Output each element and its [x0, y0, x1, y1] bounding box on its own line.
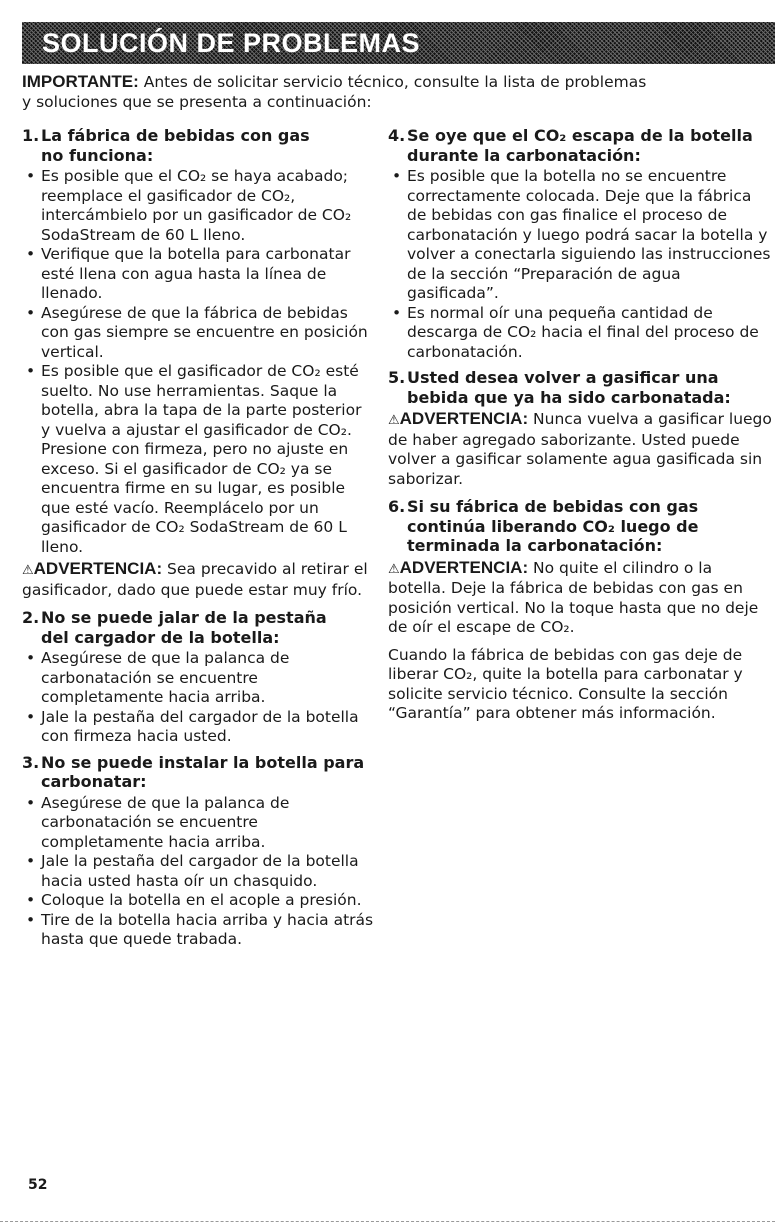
section-1-title-line2: no funciona: — [41, 145, 154, 165]
section-6-paragraph: Cuando la fábrica de bebidas con gas deje de liberar CO₂, quite la botella para carbonatar y solicite servicio técnico. Consulte la sección “Garantía” para obtener más información. — [388, 645, 743, 722]
section-6-title-line3: terminada la carbonatación: — [407, 536, 663, 555]
section-2-title-line1: No se puede jalar de la pestaña — [41, 608, 327, 627]
right-column — [388, 126, 773, 730]
warning-triangle-icon: ⚠ — [388, 561, 400, 577]
list-item: • Jale la pestaña del cargador de la botella con firmeza hacia usted. — [22, 708, 374, 747]
intro-text-line2: y soluciones que se presenta a continuación: — [22, 92, 372, 111]
section-1-title — [22, 126, 374, 165]
section-3-list — [22, 794, 374, 950]
section-1-list — [22, 167, 374, 557]
section-4-title — [388, 126, 773, 165]
section-1-title-line1: La fábrica de bebidas con gas — [41, 126, 310, 145]
warning-text: Nunca vuelva a gasificar luego de haber agregado saborizante. Usted puede volver a gasificar solamente agua gasificada sin saborizar. — [388, 410, 772, 488]
section-3-number: 3. — [22, 752, 40, 772]
section-4-title-line2: durante la carbonatación: — [407, 145, 641, 165]
section-2-title-line2: del cargador de la botella: — [41, 627, 280, 647]
bottom-rule — [0, 1221, 775, 1222]
section-1-number: 1. — [22, 126, 40, 145]
section-5-number: 5. — [388, 368, 406, 387]
section-3-title-line1: No se puede instalar la botella para — [41, 752, 365, 772]
section-5-warning — [388, 409, 773, 489]
warning-label: ADVERTENCIA: — [399, 409, 529, 428]
warning-text: No quite el cilindro o la botella. Deje la fábrica de bebidas con gas en posición vertical. No la toque hasta que no deje de oír el escape de CO₂. — [388, 558, 759, 636]
list-item: • Asegúrese de que la fábrica de bebidas con gas siempre se encuentre en posición vertical. — [22, 304, 374, 363]
list-item: • Asegúrese de que la palanca de carbonatación se encuentre completamente hacia arriba. — [22, 794, 374, 853]
list-item: • Es normal oír una pequeña cantidad de descarga de CO₂ hacia el final del proceso de carbonatación. — [388, 304, 773, 363]
intro-label: IMPORTANTE: — [22, 72, 139, 91]
section-4-number: 4. — [388, 126, 406, 145]
section-6-warning — [388, 558, 773, 638]
list-item: • Es posible que el CO₂ se haya acabado; reemplace el gasificador de CO₂, intercámbielo por un gasificador de CO₂ SodaStream de 60 L lleno. — [22, 167, 374, 245]
list-item: • Jale la pestaña del cargador de la botella hacia usted hasta oír un chasquido. — [22, 852, 374, 891]
section-3 — [22, 753, 374, 950]
section-4 — [388, 126, 773, 362]
list-item: • Verifique que la botella para carbonatar esté llena con agua hasta la línea de llenado. — [22, 245, 374, 304]
section-5-title-line2: bebida que ya ha sido carbonatada: — [407, 387, 731, 407]
section-6 — [388, 497, 773, 724]
section-1-warning — [22, 559, 374, 600]
section-6-number: 6. — [388, 497, 406, 516]
page-number: 52 — [28, 1177, 48, 1193]
section-2-list — [22, 649, 374, 747]
section-6-title-line1: Si su fábrica de bebidas con gas — [407, 497, 699, 516]
list-item: • Es posible que la botella no se encuentre correctamente colocada. Deje que la fábrica de bebidas con gas finalice el proceso de carbonatación y luego podrá sacar la botella y volver a conectarla siguiendo las instrucciones de la sección “Preparación de agua gasificada”. — [388, 167, 773, 304]
intro-text-line1: Antes de solicitar servicio técnico, consulte la lista de problemas — [138, 73, 647, 91]
section-6-title-line2: continúa liberando CO₂ luego de — [407, 516, 699, 536]
list-item: • Tire de la botella hacia arriba y hacia atrás hasta que quede trabada. — [22, 911, 374, 950]
section-3-title — [22, 753, 374, 792]
section-1 — [22, 126, 374, 600]
section-2-title — [22, 608, 374, 647]
section-6-title — [388, 497, 773, 556]
title-banner — [22, 22, 775, 64]
list-item: • Coloque la botella en el acople a presión. — [22, 891, 374, 911]
intro-paragraph — [22, 72, 762, 112]
left-column — [22, 126, 374, 956]
warning-label: ADVERTENCIA: — [399, 557, 529, 577]
warning-triangle-icon: ⚠ — [22, 563, 34, 578]
warning-text: Sea precavido al retirar el gasificador, dado que puede estar muy frío. — [22, 560, 368, 599]
section-4-list — [388, 167, 773, 362]
section-4-title-line1: Se oye que el CO₂ escapa de la botella — [407, 126, 753, 145]
section-3-title-line2: carbonatar: — [41, 772, 147, 791]
section-5 — [388, 368, 773, 489]
list-item: • Asegúrese de que la palanca de carbonatación se encuentre completamente hacia arriba. — [22, 649, 374, 708]
warning-triangle-icon: ⚠ — [388, 413, 400, 428]
section-2 — [22, 608, 374, 747]
section-5-title — [388, 368, 773, 407]
section-2-number: 2. — [22, 608, 40, 627]
section-5-title-line1: Usted desea volver a gasificar una — [407, 368, 719, 387]
page-title: SOLUCIÓN DE PROBLEMAS — [42, 28, 421, 58]
list-item: • Es posible que el gasificador de CO₂ esté suelto. No use herramientas. Saque la botella, abra la tapa de la parte posterior y vuelva a ajustar el gasificador de CO₂. Presione con firmeza, pero no ajuste en exceso. Si el gasificador de CO₂ ya se encuentra firme en su lugar, es posible que esté vacío. Reemplácelo por un gasificador de CO₂ SodaStream de 60 L lleno. — [22, 362, 374, 557]
warning-label: ADVERTENCIA: — [33, 559, 163, 578]
